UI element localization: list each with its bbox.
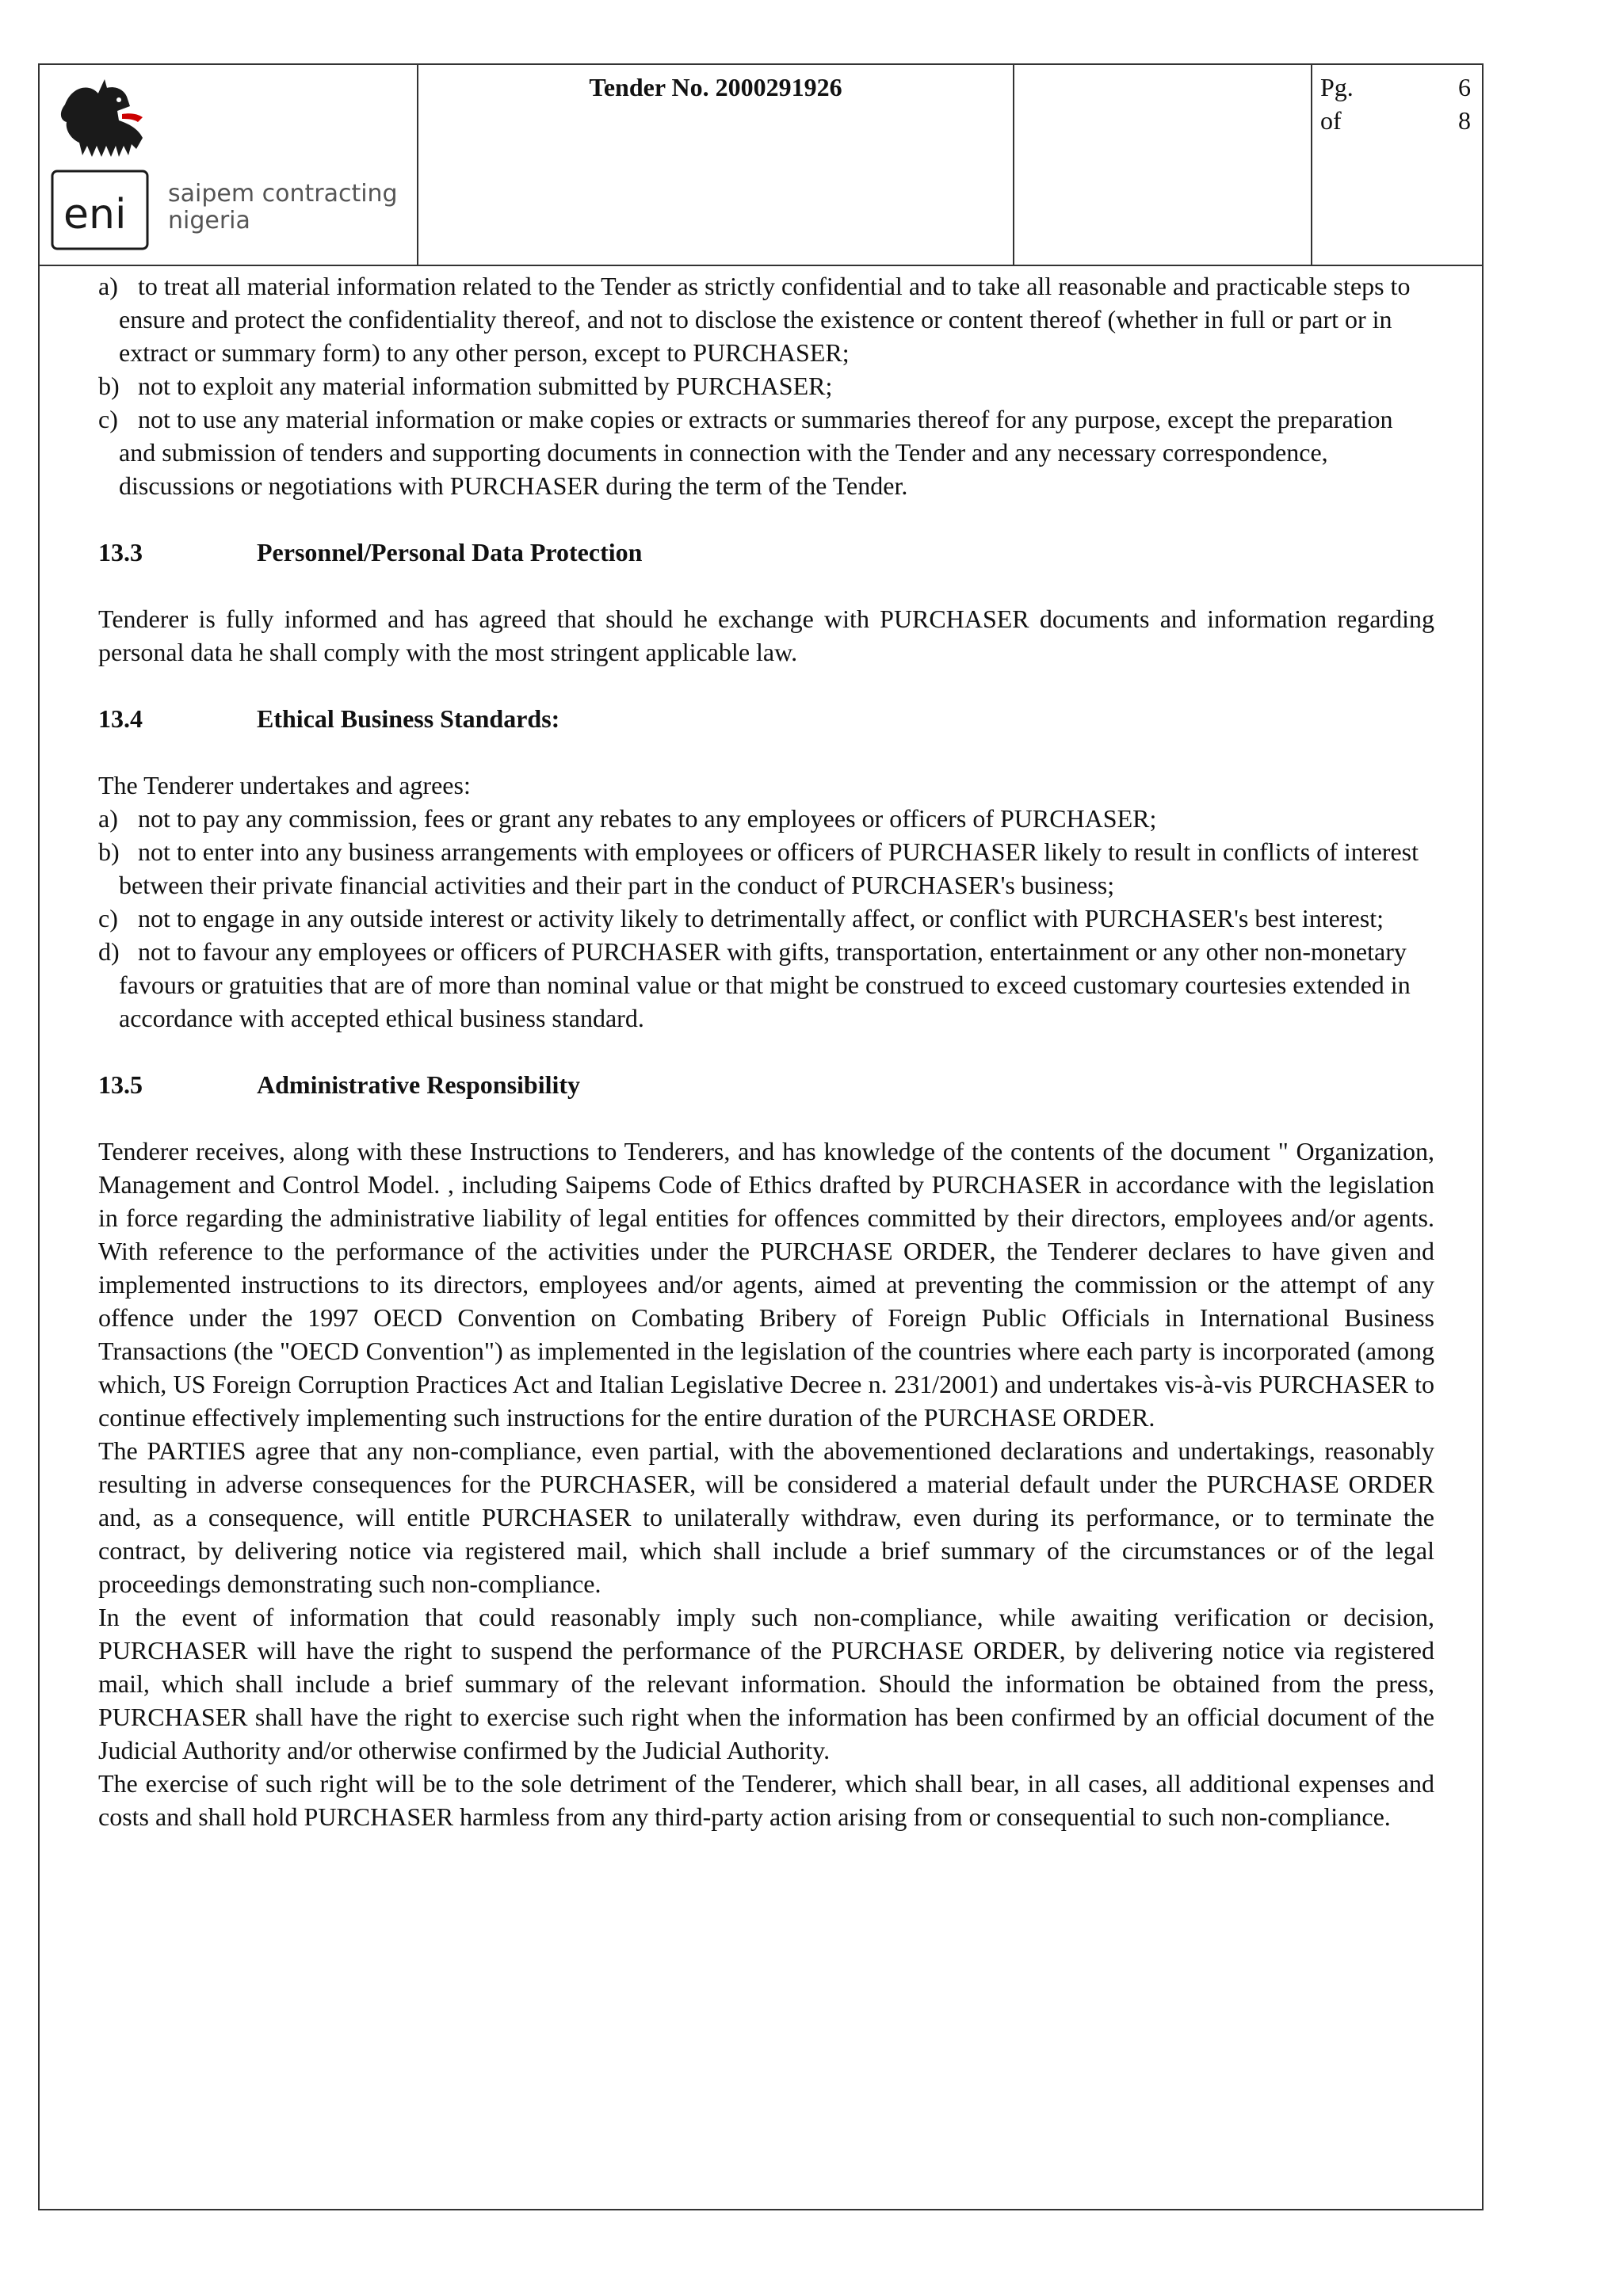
section-13-4-lead: The Tenderer undertakes and agrees:: [98, 771, 471, 799]
section-13-3-body: Tenderer is fully informed and has agreed that should he exchange with PURCHASER documents and information regarding personal data he shall comply with the most stringent applicable law.: [98, 605, 1434, 666]
brand-line-1: saipem contracting: [168, 180, 398, 208]
section-heading-13-3: 13.3 Personnel/Personal Data Protection: [98, 538, 643, 566]
paragraph: The exercise of such right will be to the sole detriment of the Tenderer, which shall bear, in all cases, all additional expenses and costs and shall hold PURCHASER harmless from any third-party action arising from or consequential to such non-compliance.: [98, 1769, 1434, 1831]
eni-logo: [49, 73, 414, 260]
paragraph: In the event of information that could reasonably imply such non-compliance, while awaiting verification or decision, PURCHASER will have the right to suspend the performance of the PURCHASE ORDER, by delivering notice via registered mail, which shall include a brief summary of the relevant information. Should the information be obtained from the press, PURCHASER shall have the right to exercise such right when the information has been confirmed by an official document of the Judicial Authority and/or otherwise confirmed by the Judicial Authority.: [98, 1603, 1434, 1764]
intro-list: [98, 269, 1434, 502]
section-heading-13-4: 13.4 Ethical Business Standards:: [98, 704, 560, 733]
blank-cell: [1014, 65, 1312, 265]
page-number-cell: [1312, 65, 1484, 265]
paragraph: The PARTIES agree that any non-compliance, even partial, with the abovementioned declarations and undertakings, reasonably resulting in adverse consequences for the PURCHASER, will be considered a material default under the PURCHASE ORDER and, as a consequence, will entitle PURCHASER to unilaterally withdraw, even during its performance, or to terminate the contract, by delivering notice via registered mail, which shall include a brief summary of the circumstances or of the legal proceedings demonstrating such non-compliance.: [98, 1436, 1434, 1598]
list-item: a) to treat all material information related to the Tender as strictly confidential and to take all reasonable and practicable steps to ensure and protect the confidentiality thereof, and not to disclose the existence or content thereof (whether in full or part or in extract or summary form) to any other person, except to PURCHASER;: [98, 272, 1411, 367]
paragraph: Tenderer receives, along with these Instructions to Tenderers, and has knowledge of the contents of the document " Organization, Management and Control Model. , including Saipems Code of Ethics drafted by PURCHASER in accordance with the legislation in force regarding the administrative liability of legal entities for offences committed by their directors, employees and/or agents. With reference to the performance of the activities under the PURCHASE ORDER, the Tenderer declares to have given and implemented instructions to its directors, employees and/or agents, aimed at preventing the commission or the attempt of any offence under the 1997 OECD Convention on Combating Bribery of Foreign Public Officials in International Business Transactions (the "OECD Convention") as implemented in the legislation of the countries where each party is incorporated (among which, US Foreign Corruption Practices Act and Italian Legislative Decree n. 231/2001) and undertakes vis-à-vis PURCHASER to continue effectively implementing such instructions for the entire duration of the PURCHASE ORDER.: [98, 1137, 1434, 1432]
list-item: c) not to engage in any outside interest or activity likely to detrimentally affect, or conflict with PURCHASER's best interest;: [98, 904, 1384, 933]
page-number: 6: [1458, 73, 1471, 101]
of-label: of: [1320, 106, 1342, 135]
list-item: c) not to use any material information or make copies or extracts or summaries thereof for any purpose, except the preparation and submission of tenders and supporting documents in connection with the Tender and any necessary correspondence, discussions or negotiations with PURCHASER during the term of the Tender.: [98, 405, 1393, 500]
list-item: d) not to favour any employees or officers of PURCHASER with gifts, transportation, entertainment or any other non-monetary favours or gratuities that are of more than nominal value or that might be construed to exceed customary courtesies extended in accordance with accepted ethical business standard.: [98, 937, 1411, 1032]
list-item: b) not to exploit any material information submitted by PURCHASER;: [98, 372, 833, 400]
list-item: a) not to pay any commission, fees or grant any rebates to any employees or officers of PURCHASER;: [98, 804, 1157, 833]
document-body: [98, 269, 1434, 1833]
list-item: b) not to enter into any business arrangements with employees or officers of PURCHASER likely to result in conflicts of interest between their private financial activities and their part in the conduct of PURCHASER's business;: [98, 837, 1419, 899]
tender-cell: [418, 65, 1014, 265]
ethics-list: [98, 802, 1434, 1035]
section-heading-13-5: 13.5 Administrative Responsibility: [98, 1070, 581, 1099]
page-total: 8: [1458, 106, 1471, 135]
svg-text:eni: eni: [63, 191, 127, 238]
brand-line-2: nigeria: [168, 207, 250, 235]
tender-number: Tender No. 2000291926: [589, 73, 842, 101]
page-label: Pg.: [1320, 73, 1354, 101]
logo-cell: [40, 65, 418, 265]
six-legged-dog-icon: [49, 73, 176, 255]
document-header: [40, 65, 1482, 266]
